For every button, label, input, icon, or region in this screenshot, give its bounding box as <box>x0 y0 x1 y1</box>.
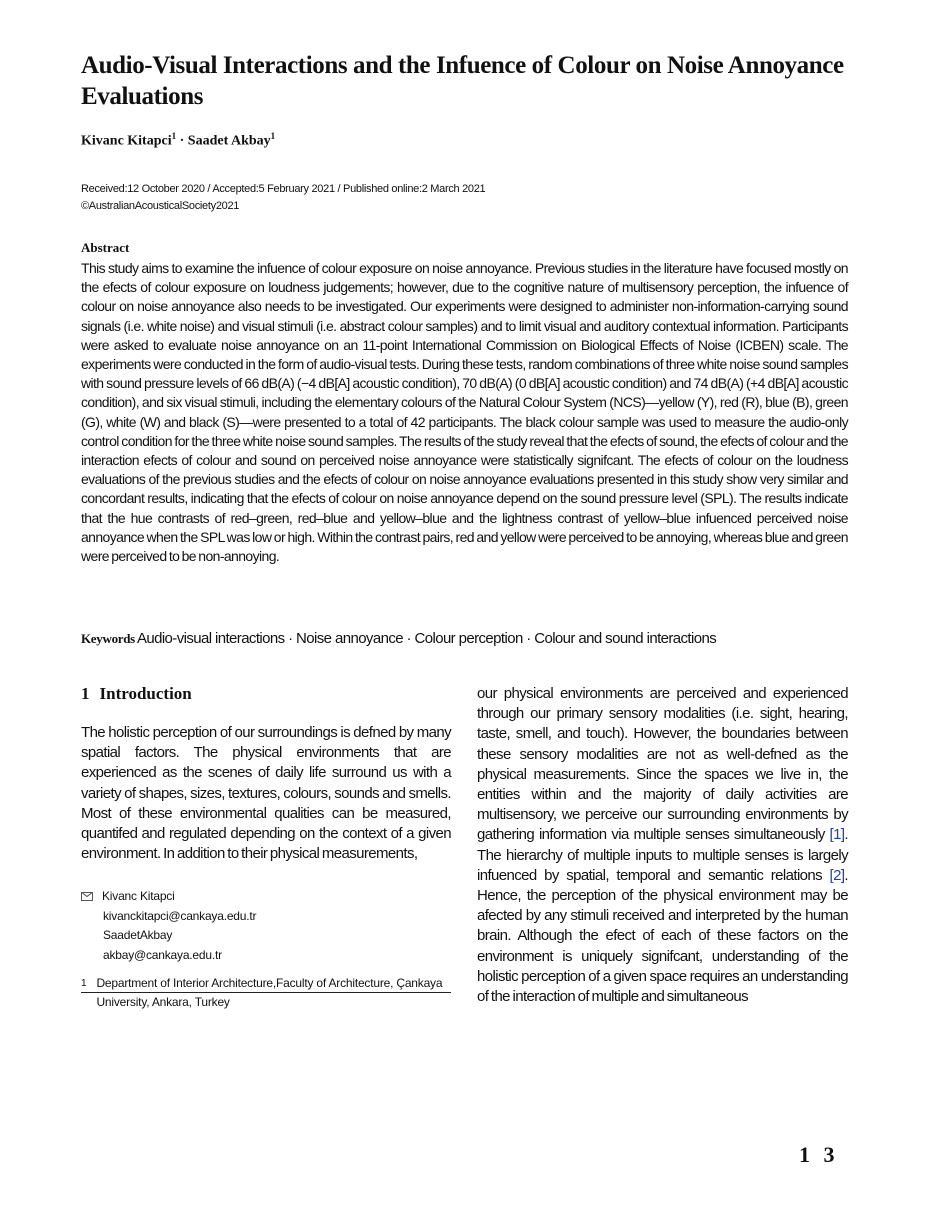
affiliation-mark: 1 <box>81 978 87 989</box>
author-list <box>81 131 275 150</box>
author-affiliation-mark: 1 <box>270 131 276 141</box>
section-number: 1 <box>81 684 90 703</box>
abstract-text: This study aims to examine the infuence of colour exposure on noise annoyance. Previous studies in the literature have focused mostly on the efects of colour exposure on loudness judgements; however, due to the cognitive nature of multisensory perception, the infuence of colour on noise annoyance also needs to be investigated. Our experiments were designed to administer non-information-carrying sound signals (i.e. white noise) and visual stimuli (i.e. abstract colour samples) and to limit visual and auditory contextual information. Participants were asked to evaluate noise annoyance on an 11-point International Commission on Biological Effects of Noise (ICBEN) scale. The experiments were conducted in the form of audio-visual tests. During these tests, random combinations of three white noise sound samples with sound pressure levels of 66 dB(A) (−4 dB[A] acoustic condition), 70 dB(A) (0 dB[A] acoustic condition) and 74 dB(A) (+4 dB[A] acoustic condition), and six visual stimuli, including the elementary colours of the Natural Colour System (NCS)—yellow (Y), red (R), blue (B), green (G), white (W) and black (S)—were presented to a total of 42 participants. The black colour sample was used to measure the audio-only control condition for the three white noise sound samples. The results of the study reveal that the efects of sound, the efects of colour and the interaction efects of colour and sound on perceived noise annoyance were statistically signifcant. The efects of colour on the loudness evaluations of the previous studies and the efects of colour on noise annoyance evaluations presented in this study show very similar and concordant results, indicating that the efects of colour on noise annoyance depend on the sound pressure level (SPL). The results indicate that the hue contrasts of red–green, red–blue and yellow–blue and the lightness contrast of yellow–blue infuenced perceived noise annoyance when the SPL was low or high. Within the contrast pairs, red and yellow were perceived to be annoying, whereas blue and green were perceived to be non-annoying. <box>81 260 848 565</box>
publication-meta <box>81 181 485 215</box>
citation-link-2[interactable]: [2] <box>829 866 845 884</box>
keywords-label: Keywords <box>81 631 135 646</box>
paper-title: Audio-Visual Interactions and the Infuence of Colour on Noise Annoyance Evaluations <box>81 52 844 110</box>
affiliation-text: Department of Interior Architecture,Faculty of Architecture, Çankaya University, Ankara, Turkey <box>96 976 443 1009</box>
intro-text: our physical environments are perceived and experienced through our primary sensory modalities (i.e. sight, hearing, taste, smell, and touch). However, the boundaries between these sensory modalities are not as well-defned as the physical measurements. Since the spaces we live in, the entities within and the majority of daily activities are multisensory, we perceive our surrounding environments by gathering information via multiple senses simultaneously <box>477 685 848 844</box>
author-name: Saadet Akbay <box>187 133 271 149</box>
intro-paragraph-right <box>477 684 848 1007</box>
section-heading <box>81 684 192 704</box>
author-separator: · <box>176 133 188 149</box>
author-email[interactable]: akbay@cankaya.edu.tr <box>103 947 222 962</box>
section-title: Introduction <box>99 684 192 703</box>
coauthor-name: SaadetAkbay <box>103 928 173 942</box>
keywords <box>81 630 881 647</box>
corresponding-author-row <box>81 887 451 907</box>
intro-text: . The hierarchy of multiple inputs to multiple senses is largely infuenced by spatial, temporal and semantic relations <box>477 826 848 884</box>
author-name: Kivanc Kitapci <box>81 133 172 149</box>
copyright-line: ©AustralianAcousticalSociety2021 <box>81 200 240 212</box>
page-number: 1 3 <box>799 1142 835 1167</box>
intro-text: . Hence, the perception of the physical environment may be afected by any stimuli received and interpreted by the human brain. Although the efect of each of these factors on the environment is uniquely signifcant, understanding of the holistic perception of a given space requires an understanding of the interaction of multiple and simultaneous <box>477 866 848 1006</box>
correspondence-block <box>81 887 451 965</box>
received-dates: Received:12 October 2020 / Accepted:5 February 2021 / Published online:2 March 2021 <box>81 183 486 195</box>
author-affiliation-mark: 1 <box>171 131 177 141</box>
abstract-heading: Abstract <box>81 240 130 255</box>
mail-icon <box>81 892 93 901</box>
affiliation-footnote <box>81 974 451 1012</box>
corresponding-author: Kivanc Kitapci <box>102 889 175 903</box>
author-email[interactable]: kivanckitapci@cankaya.edu.tr <box>103 908 257 923</box>
keywords-list: Audio-visual interactions · Noise annoyance · Colour perception · Colour and sound interactions <box>136 630 717 647</box>
citation-link-1[interactable]: [1] <box>829 826 845 844</box>
intro-paragraph-left: The holistic perception of our surroundings is defned by many spatial factors. The physical environments that are experienced as the scenes of daily life surround us with a variety of shapes, sizes, textures, colours, sounds and smells. Most of these environmental qualities can be measured, quantifed and regulated depending on the context of a given environment. In addition to their physical measurements, <box>81 724 451 863</box>
